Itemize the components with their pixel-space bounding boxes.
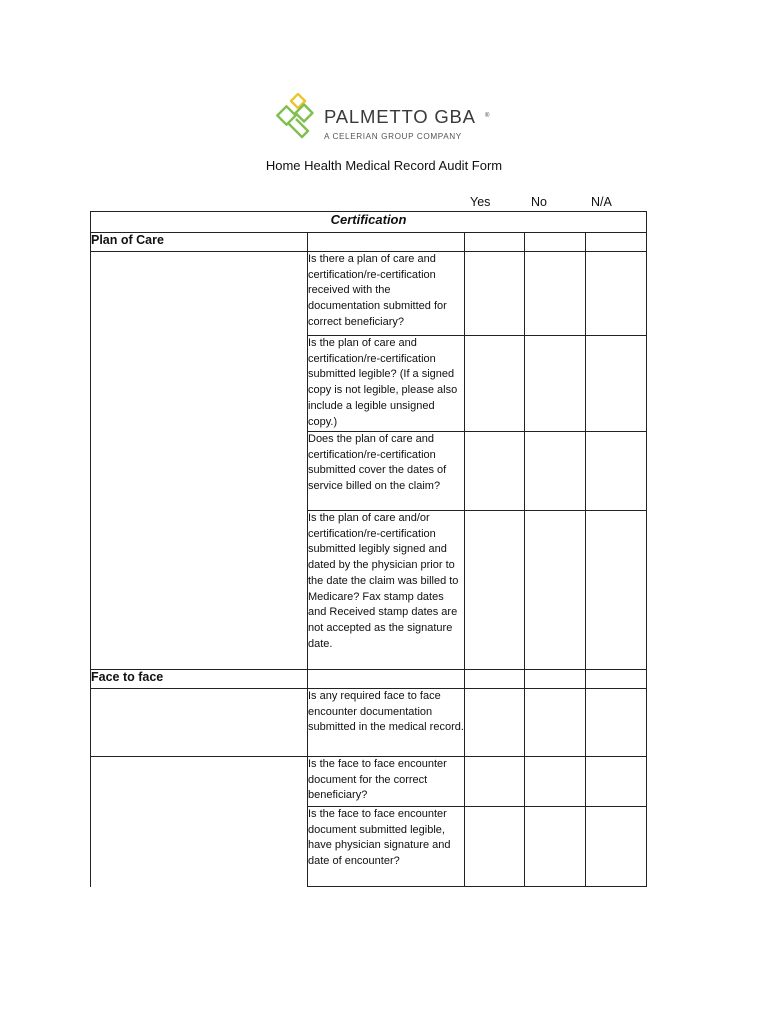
- yes-cell[interactable]: [465, 252, 525, 336]
- no-cell[interactable]: [525, 511, 586, 670]
- no-cell[interactable]: [525, 233, 586, 252]
- no-cell[interactable]: [525, 670, 586, 689]
- yes-cell[interactable]: [465, 511, 525, 670]
- question-f2f-2: Is the face to face encounter document for the correct beneficiary?: [308, 757, 465, 807]
- question-poc-1: Is there a plan of care and certification/re-certification received with the documentation submitted for correct beneficiary?: [308, 252, 465, 336]
- na-cell[interactable]: [586, 670, 647, 689]
- blank-label-cell: [91, 757, 308, 887]
- audit-table: [90, 211, 647, 887]
- yes-cell[interactable]: [465, 432, 525, 511]
- na-cell[interactable]: [586, 336, 647, 432]
- no-cell[interactable]: [525, 252, 586, 336]
- no-cell[interactable]: [525, 336, 586, 432]
- question-poc-2: Is the plan of care and certification/re-certification submitted legible? (If a signed copy is not legible, please also include a legible unsigned copy.): [308, 336, 465, 432]
- yes-cell[interactable]: [465, 336, 525, 432]
- na-cell[interactable]: [586, 689, 647, 757]
- column-header-na: N/A: [591, 195, 612, 209]
- na-cell[interactable]: [586, 432, 647, 511]
- yes-cell[interactable]: [465, 757, 525, 807]
- yes-cell[interactable]: [465, 689, 525, 757]
- no-cell[interactable]: [525, 757, 586, 807]
- registered-mark: ®: [485, 113, 490, 119]
- blank-label-cell: [91, 252, 308, 670]
- question-poc-4: Is the plan of care and/or certification/re-certification submitted legibly signed and dated by the physician prior to the date the claim was billed to Medicare? Fax stamp dates and Received stamp dates are not accepted as the signature date.: [308, 511, 465, 670]
- certification-heading: Certification: [91, 212, 647, 233]
- no-cell[interactable]: [525, 689, 586, 757]
- table-row: [91, 757, 647, 807]
- na-cell[interactable]: [586, 233, 647, 252]
- question-f2f-1: Is any required face to face encounter documentation submitted in the medical record.: [308, 689, 465, 757]
- no-cell[interactable]: [525, 807, 586, 887]
- yes-cell[interactable]: [465, 807, 525, 887]
- na-cell[interactable]: [586, 807, 647, 887]
- logo-tagline: A CELERIAN GROUP COMPANY: [324, 132, 462, 141]
- logo-name: PALMETTO GBA: [324, 106, 476, 127]
- plan-of-care-heading: Plan of Care: [91, 233, 308, 252]
- blank-cell: [308, 670, 465, 689]
- column-header-no: No: [531, 195, 547, 209]
- plan-of-care-row: [91, 233, 647, 252]
- certification-row: [91, 212, 647, 233]
- yes-cell[interactable]: [465, 233, 525, 252]
- no-cell[interactable]: [525, 432, 586, 511]
- na-cell[interactable]: [586, 757, 647, 807]
- yes-cell[interactable]: [465, 670, 525, 689]
- na-cell[interactable]: [586, 511, 647, 670]
- blank-cell: [308, 233, 465, 252]
- palmetto-gba-logo: [276, 93, 496, 145]
- table-row: [91, 252, 647, 336]
- question-f2f-3: Is the face to face encounter document submitted legible, have physician signature and date of encounter?: [308, 807, 465, 887]
- face-to-face-heading: Face to face: [91, 670, 308, 689]
- na-cell[interactable]: [586, 252, 647, 336]
- palmetto-leaf-logo-icon: [276, 93, 320, 141]
- column-header-yes: Yes: [470, 195, 491, 209]
- table-row: [91, 689, 647, 757]
- blank-label-cell: [91, 689, 308, 757]
- face-to-face-row: [91, 670, 647, 689]
- question-poc-3: Does the plan of care and certification/re-certification submitted cover the dates of service billed on the claim?: [308, 432, 465, 511]
- form-title: Home Health Medical Record Audit Form: [265, 158, 503, 173]
